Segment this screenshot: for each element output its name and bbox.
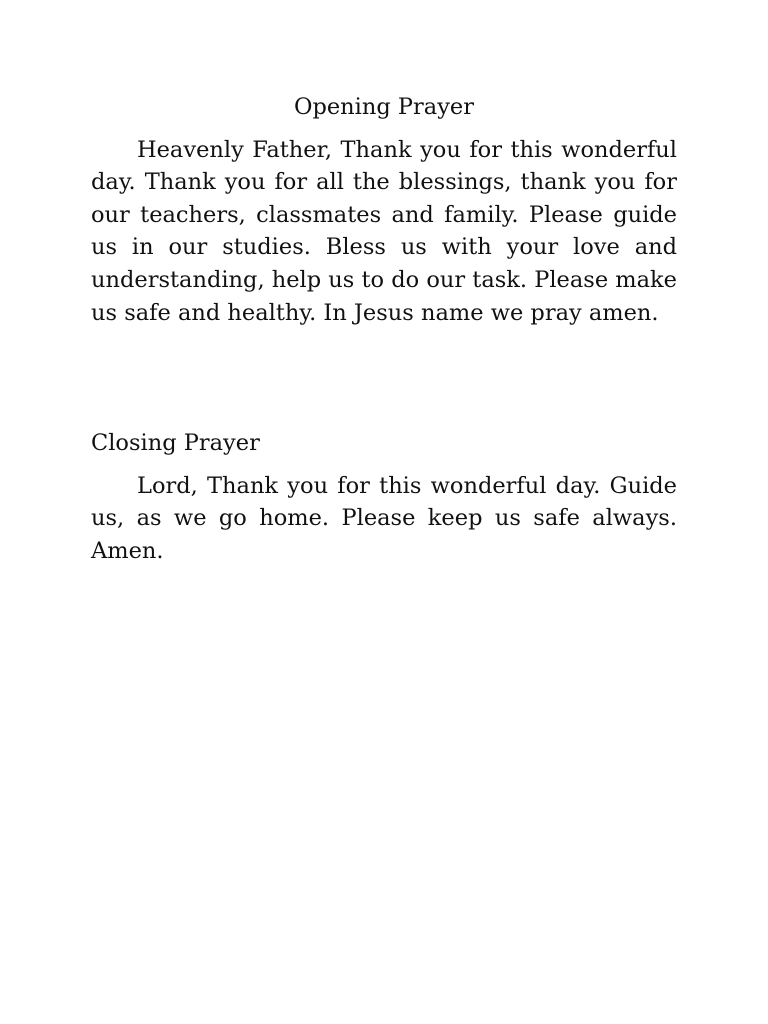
opening-prayer-title: Opening Prayer <box>294 94 474 120</box>
section-spacer <box>91 329 677 427</box>
opening-prayer-text: Heavenly Father, Thank you for this wonderful day. Thank you for all the blessings, thank you for our teachers, classmates and family. Please guide us in our studies. Bless us with your love and understanding, help us to do our task. Please make us safe and healthy. In Jesus name we pray amen. <box>91 136 677 326</box>
document-body <box>91 91 677 568</box>
closing-prayer-text: Lord, Thank you for this wonderful day. Guide us, as we go home. Please keep us safe always. Amen. <box>91 472 677 564</box>
closing-prayer-title: Closing Prayer <box>91 430 260 457</box>
